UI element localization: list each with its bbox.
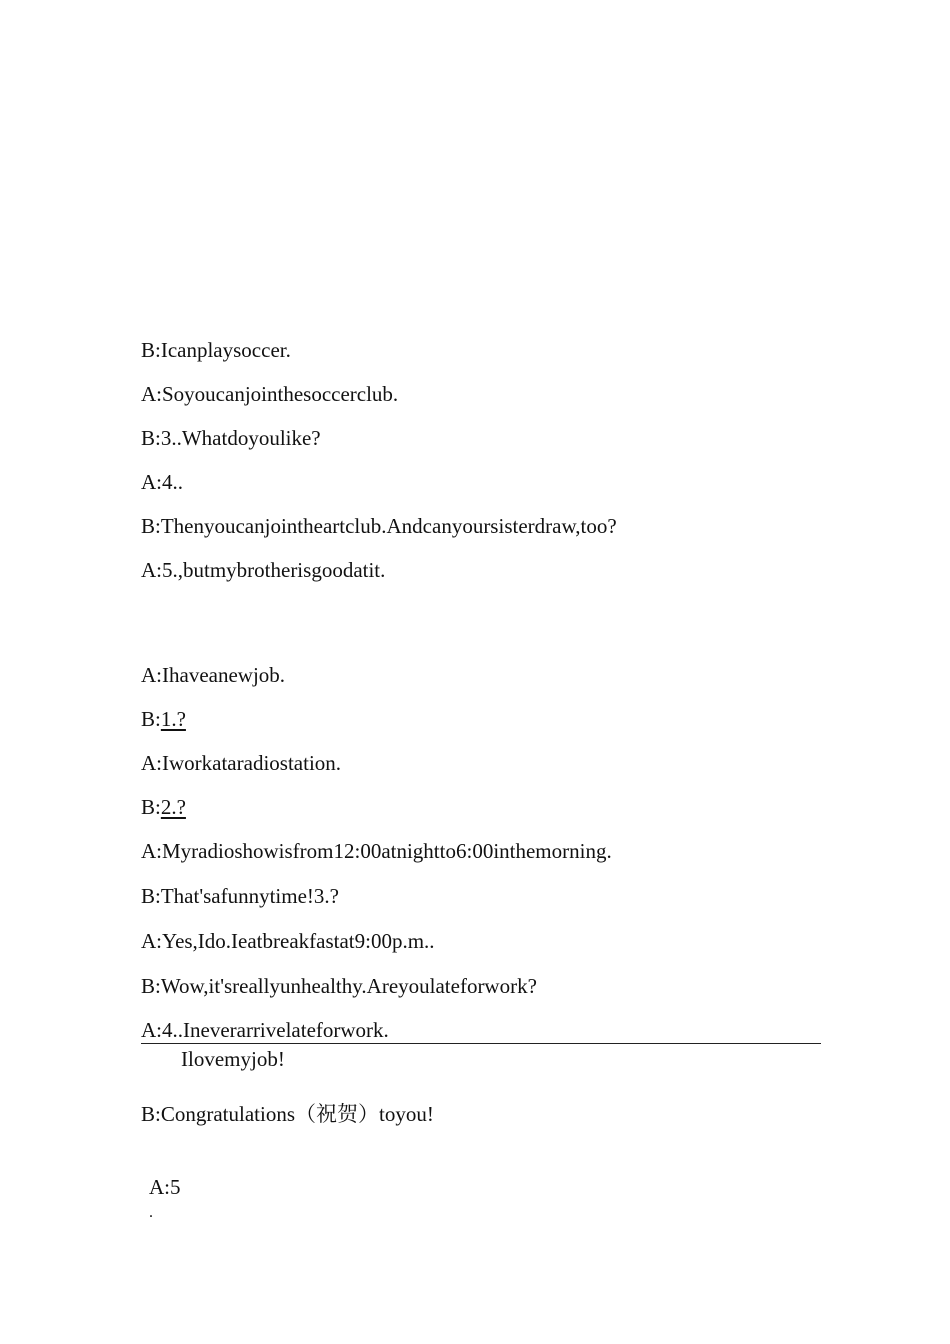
dialogue2-line-3: A:Iworkataradiostation.	[141, 751, 342, 775]
answer-blank-2: 2.?	[160, 795, 186, 819]
answer-blank-1: 1.?	[160, 707, 186, 731]
dialogue2-line-6: B:That'safunnytime!3.?	[141, 884, 339, 908]
dialogue1-line-2: A:Soyoucanjointhesoccerclub.	[141, 382, 399, 406]
dialogue1-line-3: B:3..Whatdoyoulike?	[141, 426, 321, 450]
horizontal-rule	[141, 1043, 821, 1044]
speaker-label: B:	[141, 707, 161, 731]
dialogue1-line-4: A:4..	[141, 470, 183, 494]
trailing-period: .	[149, 1204, 153, 1221]
dialogue1-line-6: A:5.,butmybrotherisgoodatit.	[141, 558, 386, 582]
dialogue1-line-1: B:Icanplaysoccer.	[141, 338, 291, 362]
dialogue2-line-9: A:4..Ineverarrivelateforwork.	[141, 1018, 389, 1042]
dialogue2-line-1: A:Ihaveanewjob.	[141, 663, 286, 687]
dialogue1-line-5: B:Thenyoucanjointheartclub.Andcanyoursisterdraw,too?	[141, 514, 617, 538]
dialogue2-line-7: A:Yes,Ido.Ieatbreakfastat9:00p.m..	[141, 929, 435, 953]
dialogue2-line-11: B:Congratulations（祝贺）toyou!	[141, 1102, 434, 1126]
dialogue2-line-2	[141, 707, 186, 731]
dialogue2-line-12: A:5	[149, 1175, 181, 1199]
dialogue2-line-5: A:Myradioshowisfrom12:00atnightto6:00inthemorning.	[141, 839, 612, 863]
dialogue2-line-10: Ilovemyjob!	[181, 1047, 285, 1071]
dialogue2-line-4	[141, 795, 186, 819]
dialogue2-line-8: B:Wow,it'sreallyunhealthy.Areyoulateforwork?	[141, 974, 537, 998]
speaker-label: B:	[141, 795, 161, 819]
